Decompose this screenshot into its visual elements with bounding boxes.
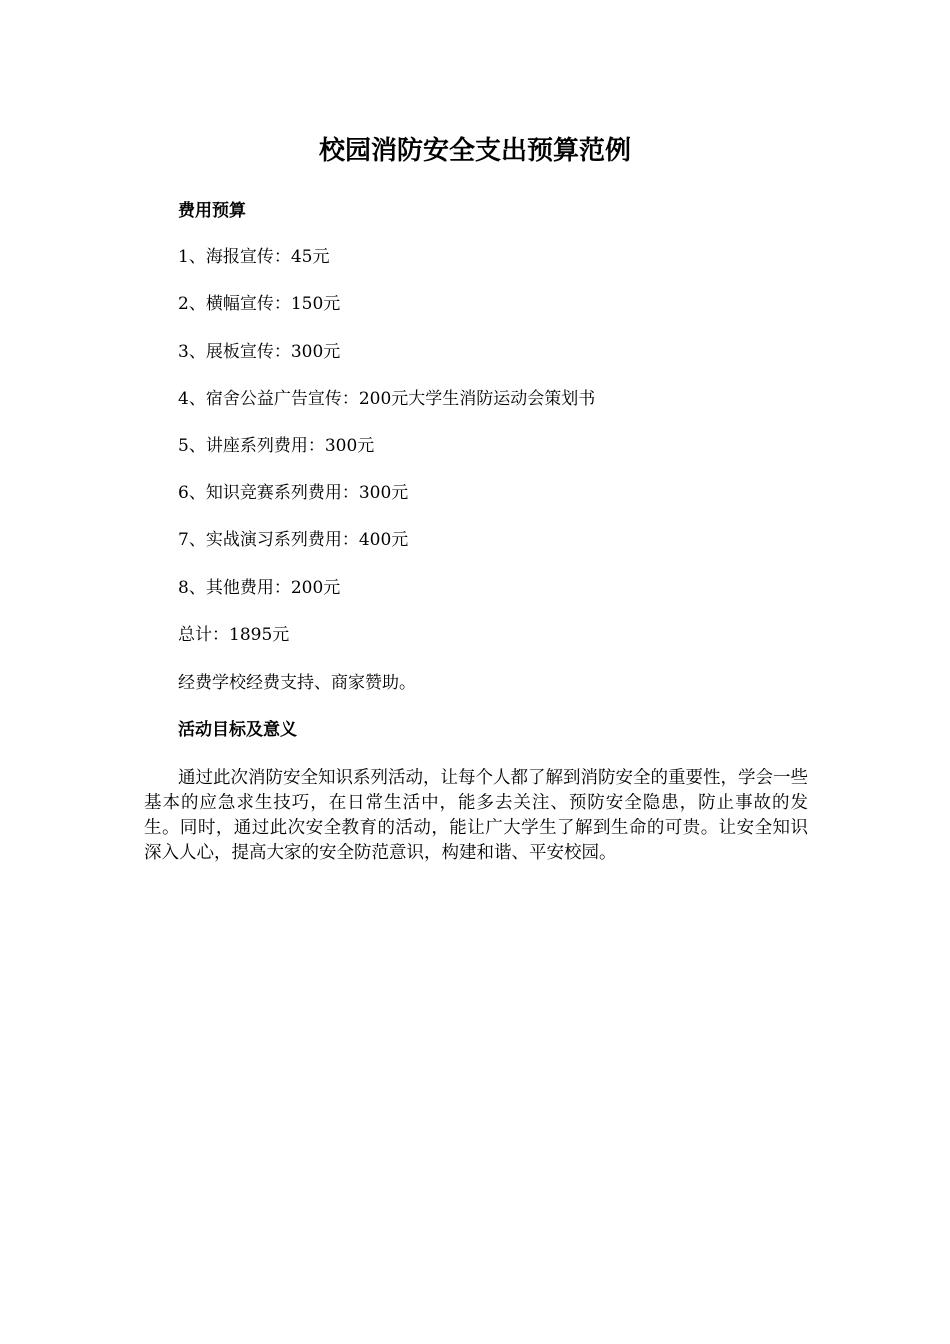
goals-heading: 活动目标及意义	[178, 720, 297, 740]
budget-item-4: 4、宿舍公益广告宣传：200元大学生消防运动会策划书	[178, 389, 596, 409]
budget-item-7: 7、实战演习系列费用：400元	[178, 530, 409, 550]
budget-heading: 费用预算	[178, 201, 246, 221]
budget-item-2: 2、横幅宣传：150元	[178, 294, 341, 314]
goals-paragraph: 通过此次消防安全知识系列活动，让每个人都了解到消防安全的重要性，学会一些基本的应急求生技巧，在日常生活中，能多去关注、预防安全隐患，防止事故的发生。同时，通过此次安全教育的活动，能让广大学生了解到生命的可贵。让安全知识深入人心，提高大家的安全防范意识，构建和谐、平安校园。	[144, 768, 808, 863]
budget-item-6: 6、知识竞赛系列费用：300元	[178, 483, 409, 503]
document-title: 校园消防安全支出预算范例	[318, 136, 631, 166]
budget-total: 总计：1895元	[178, 625, 290, 645]
funding-text: 经费学校经费支持、商家赞助。	[178, 673, 416, 693]
budget-item-5: 5、讲座系列费用：300元	[178, 436, 375, 456]
budget-item-1: 1、海报宣传：45元	[178, 247, 330, 267]
budget-item-8: 8、其他费用：200元	[178, 578, 341, 598]
budget-item-3: 3、展板宣传：300元	[178, 342, 341, 362]
